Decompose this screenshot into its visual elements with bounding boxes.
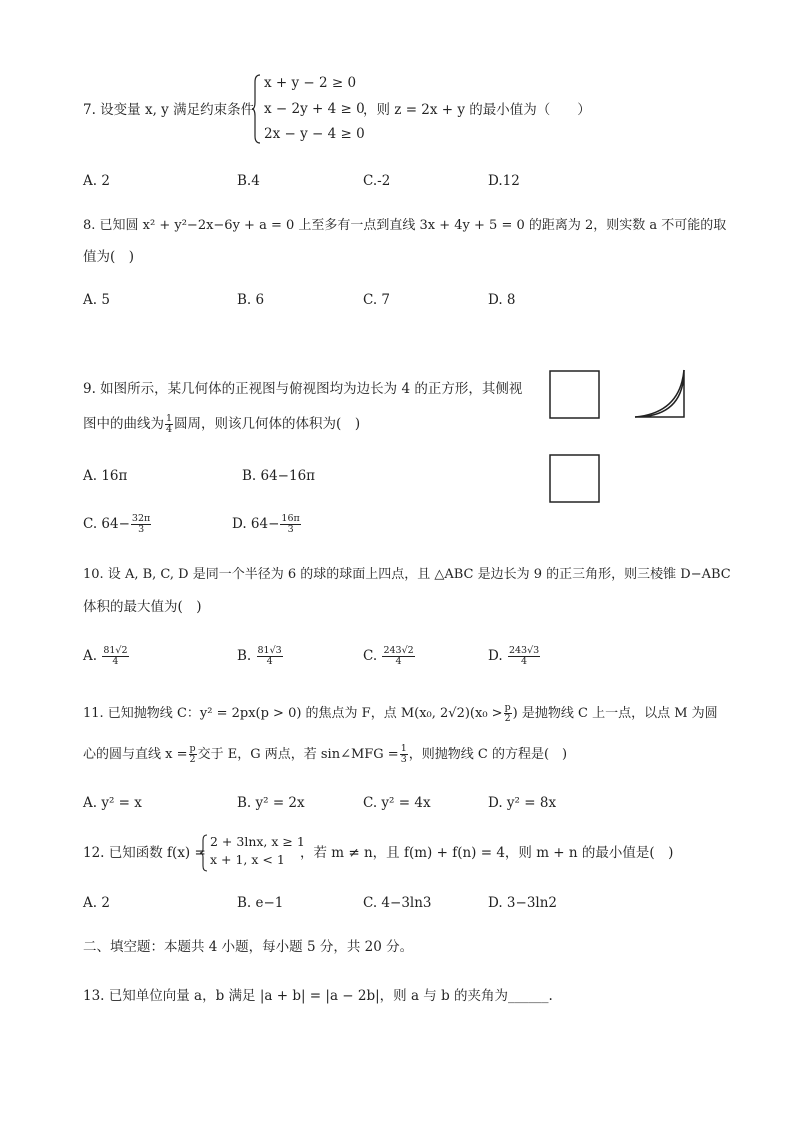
q12-suffix: ，若 m ≠ n，且 f(m) + f(n) = 4，则 m + n 的最小值是( ) <box>300 845 674 861</box>
section-heading-fill-in: 二、填空题：本题共 4 小题，每小题 5 分，共 20 分。 <box>83 939 414 955</box>
q11-line-2: 心的圆与直线 x = $\frac{p}{2}$ 交于 E，G 两点，若 sin∠MFG = $\frac{1}{3}$ ，则抛物线 C 的方程是( ) <box>83 743 568 765</box>
q7-constraint-1: x + y − 2 ≥ 0 <box>264 75 357 91</box>
q8-line-2: 值为( ) <box>83 249 135 265</box>
q7-option-d: D.12 <box>488 173 520 189</box>
q11-option-a: A. y² = x <box>83 795 142 811</box>
q12-case-2: x + 1, x < 1 <box>210 852 285 867</box>
q11-option-d: D. y² = 8x <box>488 795 557 811</box>
q9-option-a: A. 16π <box>83 468 128 484</box>
top-view-square <box>549 454 601 503</box>
q12-prefix: 12. 已知函数 f(x) = <box>83 845 206 861</box>
side-view-quarter-circle <box>632 369 687 419</box>
q12-option-d: D. 3−3ln2 <box>488 895 558 911</box>
q9-line-1: 9. 如图所示，某几何体的正视图与俯视图均为边长为 4 的正方形，其侧视 <box>83 381 523 397</box>
q7-prefix: 7. 设变量 x, y 满足约束条件 <box>83 102 255 118</box>
q11-option-c: C. y² = 4x <box>363 795 431 811</box>
quarter-fraction: $\frac{1}{4}$ <box>166 413 173 435</box>
q7-suffix: ，则 z = 2x + y 的最小值为（ ） <box>363 102 591 118</box>
q8-line-1: 8. 已知圆 x² + y²−2x−6y + a = 0 上至多有一点到直线 3x + 4y + 5 = 0 的距离为 2，则实数 a 不可能的取 <box>83 218 727 233</box>
q10-option-c: C. $\frac{243√2}{4}$ <box>363 645 414 667</box>
q10-line-1: 10. 设 A, B, C, D 是同一个半径为 6 的球的球面上四点，且 △ABC 是边长为 9 的正三角形，则三棱锥 D−ABC <box>83 567 731 582</box>
q9-option-c: C. 64− $\frac{32\pi}{3}$ <box>83 513 151 535</box>
q10-option-b: B. $\frac{81√3}{4}$ <box>237 645 282 667</box>
q12-option-a: A. 2 <box>83 895 110 911</box>
q7-constraint-2: x − 2y + 4 ≥ 0 <box>264 101 365 117</box>
q8-option-d: D. 8 <box>488 292 516 308</box>
q11-option-b: B. y² = 2x <box>237 795 305 811</box>
q9-option-b: B. 64−16π <box>242 468 316 484</box>
q10-line-2: 体积的最大值为( ) <box>83 599 202 615</box>
q10-option-a: A. $\frac{81√2}{4}$ <box>83 645 128 667</box>
q12-option-b: B. e−1 <box>237 895 284 911</box>
q7-constraint-3: 2x − y − 4 ≥ 0 <box>264 126 365 142</box>
q8-option-a: A. 5 <box>83 292 110 308</box>
q8-option-c: C. 7 <box>363 292 391 308</box>
q7-option-c: C.-2 <box>363 173 391 189</box>
q11-line-1: 11. 已知抛物线 C：y² = 2px(p > 0) 的焦点为 F，点 M(x₀, 2√2)(x₀ > $\frac{p}{2}$ ) 是抛物线 C 上一点，以点 M 为圆 <box>83 702 718 724</box>
q7-option-a: A. 2 <box>83 173 110 189</box>
q12-option-c: C. 4−3ln3 <box>363 895 432 911</box>
q8-option-b: B. 6 <box>237 292 265 308</box>
q10-option-d: D. $\frac{243√3}{4}$ <box>488 645 540 667</box>
q9-line-2: 图中的曲线为 $\frac{1}{4}$ 圆周，则该几何体的体积为( ) <box>83 413 361 435</box>
q13-text: 13. 已知单位向量 a，b 满足 |a + b| = |a − 2b|，则 a 与 b 的夹角为______. <box>83 988 553 1004</box>
q12-piecewise <box>200 834 310 872</box>
q7-option-b: B.4 <box>237 173 260 189</box>
front-view-square <box>549 370 601 419</box>
left-brace-icon <box>252 74 262 144</box>
left-brace-icon <box>200 834 208 872</box>
q12-case-1: 2 + 3lnx, x ≥ 1 <box>210 834 305 849</box>
q9-option-d: D. 64− $\frac{16\pi}{3}$ <box>232 513 300 535</box>
